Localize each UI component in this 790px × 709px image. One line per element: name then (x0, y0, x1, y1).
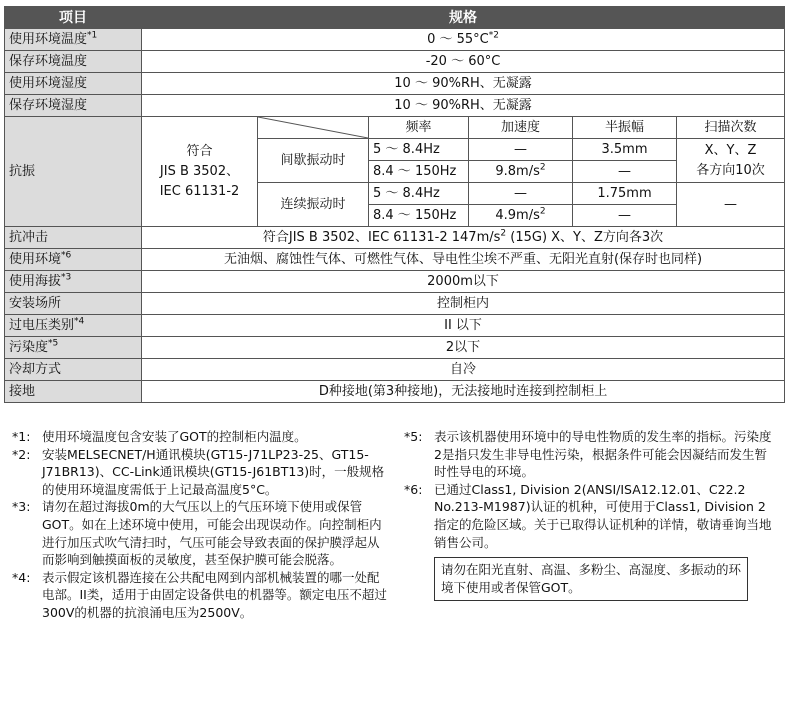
row-value: 2以下 (142, 337, 785, 359)
footnote: *1: 使用环境温度包含安装了GOT的控制柜内温度。 (12, 429, 307, 444)
vibration-header-row (5, 117, 785, 139)
half-cell: 3.5mm (573, 139, 677, 161)
spec-table (4, 6, 785, 403)
row-value: 自冷 (142, 359, 785, 381)
accel-cell: $9.8m/s^2$ (469, 161, 573, 183)
row-label-vibration: 抗振 (5, 117, 142, 227)
table-row (5, 249, 785, 271)
sweep-cell: X、Y、Z 各方向10次 (677, 139, 785, 183)
row-label: 保存环境温度 (5, 51, 142, 73)
vibration-standard: 符合 JIS B 3502、 IEC 61131-2 (142, 117, 258, 227)
footnote: *3: 请勿在超过海拔0m的大气压以上的气压环境下使用或保管GOT。如在上述环境中使用，可能会出现误动作。向控制柜内进行加压式吹气清扫时，气压可能会导致表面的保护膜浮起从而影响到触摸面板的灵敏度，甚至保护膜可能会脱落。 (12, 499, 382, 568)
row-value: 符合JIS B 3502、IEC 61131-2 $147m/s^2$ (15G) X、Y、Z方向各3次 (142, 227, 785, 249)
table-row (5, 337, 785, 359)
row-label: 冷却方式 (5, 359, 142, 381)
accel-cell: — (469, 139, 573, 161)
accel-cell: — (469, 183, 573, 205)
row-value: 0 ～ $55^\circ C^{*2}$ (142, 29, 785, 51)
freq-cell: 8.4 ～ 150Hz (369, 161, 469, 183)
col-acceleration: 加速度 (469, 117, 573, 139)
header-item: 项目 (5, 7, 142, 29)
footnote: *6: 已通过Class1, Division 2(ANSI/ISA12.12.01、C22.2 No.213-M1987)认证的机种，可使用于Class1, Division 2指定的危险区域。关于已取得认证机种的详情，敬请垂询当地销售公司。 (404, 481, 772, 550)
row-value: 10 ～ 90%RH、无凝露 (142, 73, 785, 95)
half-cell: 1.75mm (573, 183, 677, 205)
row-value: 控制柜内 (142, 293, 785, 315)
row-value: D种接地(第3种接地)，无法接地时连接到控制柜上 (142, 381, 785, 403)
col-frequency: 频率 (369, 117, 469, 139)
freq-cell: 5 ～ 8.4Hz (369, 183, 469, 205)
header-spec: 规格 (142, 7, 785, 29)
intermittent-label: 间歇振动时 (258, 139, 369, 183)
freq-cell: 5 ～ 8.4Hz (369, 139, 469, 161)
table-row (5, 381, 785, 403)
table-header-row (5, 7, 785, 29)
footnote: *5: 表示该机器使用环境中的导电性物质的发生率的指标。污染度2是指只发生非导电性污染，根据条件可能会因凝结而发生暂时性导电的环境。 (404, 429, 772, 480)
notes-left (12, 428, 390, 622)
row-label: 保存环境湿度 (5, 95, 142, 117)
row-label: 抗冲击 (5, 227, 142, 249)
continuous-label: 连续振动时 (258, 183, 369, 227)
row-label: 使用环境湿度 (5, 73, 142, 95)
row-value: -20 ～ 60°C (142, 51, 785, 73)
diagonal-cell (258, 117, 369, 139)
sweep-cell: — (677, 183, 785, 227)
freq-cell: 8.4 ～ 150Hz (369, 205, 469, 227)
table-row (5, 315, 785, 337)
table-row (5, 293, 785, 315)
row-label: 使用环境$^{*6}$ (5, 249, 142, 271)
diagonal-line (258, 117, 368, 138)
warning-box: 请勿在阳光直射、高温、多粉尘、高湿度、多振动的环境下使用或者保管GOT。 (434, 557, 748, 601)
table-row (5, 359, 785, 381)
table-row (5, 95, 785, 117)
table-row (5, 51, 785, 73)
notes-right (404, 428, 774, 601)
table-row (5, 227, 785, 249)
table-row (5, 29, 785, 51)
row-label: 污染度$^{*5}$ (5, 337, 142, 359)
row-value: 无油烟、腐蚀性气体、可燃性气体、导电性尘埃不严重、无阳光直射(保存时也同样) (142, 249, 785, 271)
footnote: *4: 表示假定该机器连接在公共配电网到内部机械装置的哪一处配电部。II类，适用于由固定设备供电的机器等。额定电压不超过300V的机器的抗浪涌电压为2500V。 (12, 569, 387, 620)
accel-cell: $4.9m/s^2$ (469, 205, 573, 227)
table-row (5, 73, 785, 95)
table-row (5, 271, 785, 293)
row-value: 2000m以下 (142, 271, 785, 293)
half-cell: — (573, 205, 677, 227)
col-sweep: 扫描次数 (677, 117, 785, 139)
row-label: 使用环境温度$^{*1}$ (5, 29, 142, 51)
row-label: 安装场所 (5, 293, 142, 315)
row-label: 接地 (5, 381, 142, 403)
row-label: 过电压类别$^{*4}$ (5, 315, 142, 337)
col-half-amplitude: 半振幅 (573, 117, 677, 139)
half-cell: — (573, 161, 677, 183)
row-value: II 以下 (142, 315, 785, 337)
footnote: *2: 安装MELSECNET/H通讯模块(GT15-J71LP23-25、GT15-J71BR13)、CC-Link通讯模块(GT15-J61BT13)时，一般规格的使用环境温度需低于上记最高温度5°C。 (12, 446, 385, 497)
row-value: 10 ～ 90%RH、无凝露 (142, 95, 785, 117)
row-label: 使用海拔$^{*3}$ (5, 271, 142, 293)
